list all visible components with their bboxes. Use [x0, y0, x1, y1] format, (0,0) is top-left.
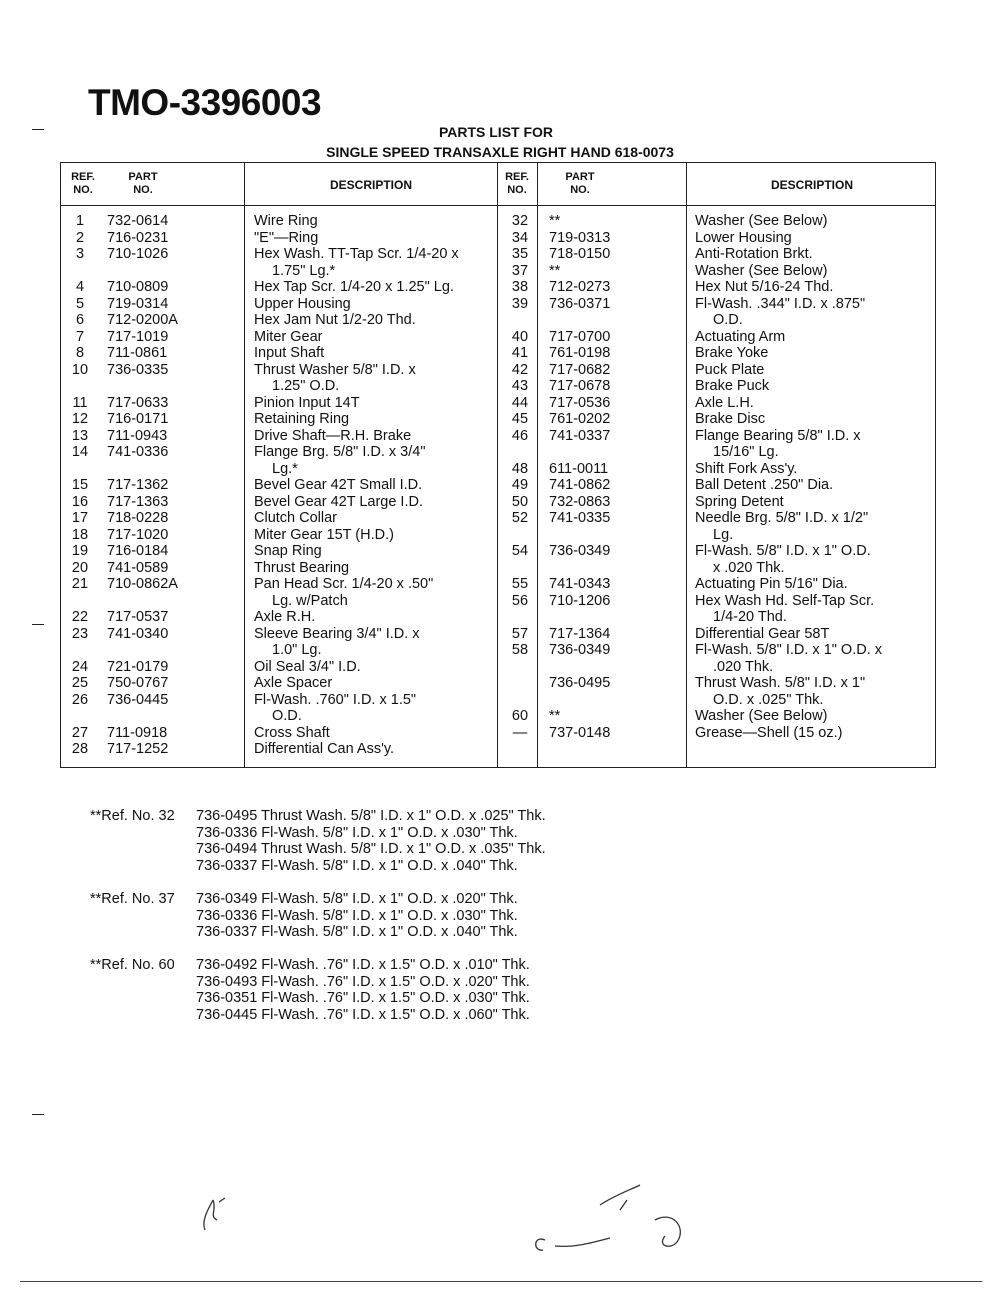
table-row: [61, 741, 935, 757]
cell-desc: Axle L.H.: [695, 394, 754, 411]
cell-part: 719-0313: [549, 229, 611, 246]
cell-desc: Flange Brg. 5/8" I.D. x 3/4": [254, 444, 426, 460]
cell-part: 711-0861: [107, 345, 168, 361]
cell-desc: Fl-Wash. .760" I.D. x 1.5": [254, 691, 417, 708]
cell-desc: Drive Shaft—R.H. Brake: [254, 427, 412, 444]
cell-desc: Lg. w/Patch: [272, 592, 348, 609]
cell-ref: 45: [511, 411, 529, 427]
cell-part: **: [549, 708, 561, 724]
cell-desc: Oil Seal 3/4" I.D.: [254, 658, 361, 675]
cell-ref: 20: [71, 559, 89, 576]
cell-ref: 37: [511, 262, 529, 279]
cell-part: 717-0536: [549, 394, 611, 411]
cell-ref: 14: [71, 444, 89, 460]
note-label: **Ref. No. 37: [90, 891, 175, 907]
cell-part: 717-0678: [549, 378, 611, 394]
cell-part: 741-0336: [107, 444, 169, 460]
cell-part: 717-1363: [107, 493, 169, 510]
cell-part: 718-0150: [549, 246, 611, 262]
header-description-left: DESCRIPTION: [329, 178, 412, 192]
cell-desc: Cross Shaft: [254, 724, 330, 741]
cell-desc: Retaining Ring: [254, 411, 350, 427]
cell-ref: 10: [71, 361, 89, 378]
cell-ref: 27: [71, 724, 89, 741]
cell-desc: Fl-Wash. .344" I.D. x .875": [695, 295, 866, 312]
cell-desc: Anti-Rotation Brkt.: [695, 246, 813, 262]
table-row: [61, 395, 935, 411]
cell-part: 712-0273: [549, 279, 611, 295]
cell-ref: 12: [71, 411, 89, 427]
cell-part: 717-1362: [107, 477, 169, 493]
table-row: [61, 708, 935, 724]
cell-desc: Thrust Bearing: [254, 559, 350, 576]
cell-desc: Actuating Pin 5/16" Dia.: [695, 576, 848, 592]
table-row: [61, 378, 935, 394]
cell-ref: —: [512, 724, 528, 741]
cell-desc: Hex Tap Scr. 1/4-20 x 1.25" Lg.: [254, 279, 454, 295]
cell-desc: Bevel Gear 42T Small I.D.: [254, 477, 423, 493]
cell-desc: Washer (See Below): [695, 708, 828, 724]
cell-desc: 1.25" O.D.: [272, 378, 340, 394]
table-row: [61, 609, 935, 625]
cell-part: 717-0700: [549, 328, 611, 345]
cell-desc: Fl-Wash. 5/8" I.D. x 1" O.D.: [695, 543, 871, 559]
cell-part: 716-0231: [107, 229, 169, 246]
cell-ref: 5: [75, 295, 85, 312]
header-part-right: PART NO.: [565, 171, 595, 196]
cell-desc: Brake Puck: [695, 378, 770, 394]
cell-part: 761-0202: [549, 411, 611, 427]
note-line: 736-0492 Fl-Wash. .76" I.D. x 1.5" O.D. x .010" Thk.: [196, 957, 530, 973]
cell-part: 611-0011: [549, 460, 609, 477]
cell-part: **: [549, 262, 561, 279]
cell-part: 741-0343: [549, 576, 611, 592]
cell-part: 710-1206: [549, 592, 611, 609]
cell-desc: Miter Gear 15T (H.D.): [254, 526, 394, 543]
cell-desc: Differential Can Ass'y.: [254, 741, 395, 757]
cell-desc: Hex Nut 5/16-24 Thd.: [695, 279, 834, 295]
table-row: [61, 725, 935, 741]
cell-ref: 15: [71, 477, 89, 493]
cell-ref: 13: [71, 427, 89, 444]
cell-desc: Miter Gear: [254, 328, 323, 345]
cell-ref: 60: [511, 708, 529, 724]
table-row: [61, 329, 935, 345]
cell-part: 710-0862A: [107, 576, 178, 592]
table-row: [61, 279, 935, 295]
cell-part: 741-0589: [107, 559, 169, 576]
table-row: [61, 692, 935, 708]
cell-ref: 40: [511, 328, 529, 345]
cell-desc: 1.75" Lg.*: [272, 262, 336, 279]
cell-ref: 2: [75, 229, 85, 246]
cell-ref: 41: [511, 345, 529, 361]
cell-part: 717-0682: [549, 361, 611, 378]
cell-part: 750-0767: [107, 675, 169, 691]
cell-ref: 57: [511, 625, 529, 642]
table-row: [61, 362, 935, 378]
table-row: [61, 543, 935, 559]
cell-desc: Puck Plate: [695, 361, 765, 378]
cell-ref: 35: [511, 246, 529, 262]
note-line: 736-0337 Fl-Wash. 5/8" I.D. x 1" O.D. x .040" Thk.: [196, 924, 518, 940]
cell-part: 741-0337: [549, 427, 611, 444]
table-row: [61, 230, 935, 246]
cell-desc: Brake Disc: [695, 411, 766, 427]
cell-ref: 24: [71, 658, 89, 675]
cell-part: 711-0918: [107, 724, 168, 741]
cell-ref: 7: [75, 328, 85, 345]
note-line: 736-0351 Fl-Wash. .76" I.D. x 1.5" O.D. x .030" Thk.: [196, 990, 530, 1006]
cell-desc: Sleeve Bearing 3/4" I.D. x: [254, 625, 420, 642]
table-row: [61, 576, 935, 592]
cell-desc: Bevel Gear 42T Large I.D.: [254, 493, 423, 510]
header-divider: [61, 205, 935, 206]
cell-desc: Washer (See Below): [695, 213, 828, 229]
cell-ref: 42: [511, 361, 529, 378]
cell-desc: Axle R.H.: [254, 609, 316, 625]
cell-ref: 38: [511, 279, 529, 295]
table-row: [61, 494, 935, 510]
cell-desc: Hex Jam Nut 1/2-20 Thd.: [254, 312, 416, 328]
table-row: [61, 312, 935, 328]
cell-desc: Thrust Washer 5/8" I.D. x: [254, 361, 416, 378]
cell-desc: .020 Thk.: [713, 658, 774, 675]
cell-ref: 22: [71, 609, 89, 625]
cell-part: 741-0862: [549, 477, 611, 493]
cell-ref: 50: [511, 493, 529, 510]
cell-ref: 25: [71, 675, 89, 691]
table-row: [61, 593, 935, 609]
cell-part: 711-0943: [107, 427, 168, 444]
note-line: 736-0337 Fl-Wash. 5/8" I.D. x 1" O.D. x .040" Thk.: [196, 857, 518, 874]
cell-desc: O.D.: [713, 312, 743, 328]
cell-desc: x .020 Thk.: [713, 559, 785, 576]
cell-desc: Shift Fork Ass'y.: [695, 460, 798, 477]
cell-ref: 18: [71, 526, 89, 543]
cell-ref: 58: [511, 642, 529, 658]
cell-desc: Flange Bearing 5/8" I.D. x: [695, 427, 861, 444]
cell-ref: 52: [511, 510, 529, 526]
cell-part: 732-0863: [549, 493, 611, 510]
cell-desc: 1/4-20 Thd.: [713, 609, 787, 625]
cell-desc: Brake Yoke: [695, 345, 769, 361]
cell-part: 736-0495: [549, 675, 611, 691]
cell-part: 716-0184: [107, 543, 169, 559]
cell-desc: Clutch Collar: [254, 510, 337, 526]
cell-part: 717-0537: [107, 609, 169, 625]
cell-desc: Needle Brg. 5/8" I.D. x 1/2": [695, 510, 869, 526]
cell-desc: Thrust Wash. 5/8" I.D. x 1": [695, 675, 866, 691]
cell-desc: Hex Wash Hd. Self-Tap Scr.: [695, 592, 875, 609]
table-row: [61, 296, 935, 312]
cell-ref: 23: [71, 625, 89, 642]
cell-ref: 44: [511, 394, 529, 411]
note-line: 736-0445 Fl-Wash. .76" I.D. x 1.5" O.D. x .060" Thk.: [196, 1006, 530, 1023]
handwritten-signature: [525, 1180, 700, 1260]
cell-desc: 1.0" Lg.: [272, 642, 322, 658]
cell-part: 732-0614: [107, 213, 169, 229]
cell-ref: 56: [511, 592, 529, 609]
table-row: [61, 428, 935, 444]
note-line: 736-0495 Thrust Wash. 5/8" I.D. x 1" O.D. x .025" Thk.: [196, 808, 546, 824]
cell-ref: 49: [511, 477, 529, 493]
cell-desc: O.D.: [272, 708, 302, 724]
cell-desc: Wire Ring: [254, 213, 318, 229]
cell-ref: 54: [511, 543, 529, 559]
cell-ref: 16: [71, 493, 89, 510]
note-label: **Ref. No. 32: [90, 808, 175, 824]
cell-desc: Lower Housing: [695, 229, 792, 246]
cell-part: 717-1364: [549, 625, 611, 642]
cell-desc: Lg.*: [272, 460, 298, 477]
header-description-right: DESCRIPTION: [770, 178, 853, 192]
table-row: [61, 246, 935, 262]
cell-part: 719-0314: [107, 295, 169, 312]
cell-part: 710-1026: [107, 246, 169, 262]
margin-mark: [32, 1114, 44, 1115]
cell-desc: "E"—Ring: [254, 229, 319, 246]
table-row: [61, 345, 935, 361]
cell-part: 736-0349: [549, 543, 611, 559]
cell-desc: Hex Wash. TT-Tap Scr. 1/4-20 x: [254, 246, 459, 262]
cell-part: 736-0445: [107, 691, 169, 708]
cell-ref: 21: [71, 576, 89, 592]
cell-ref: 55: [511, 576, 529, 592]
cell-desc: Washer (See Below): [695, 262, 828, 279]
cell-desc: Snap Ring: [254, 543, 322, 559]
cell-ref: 1: [75, 213, 85, 229]
cell-desc: Fl-Wash. 5/8" I.D. x 1" O.D. x: [695, 642, 883, 658]
cell-ref: 3: [75, 246, 85, 262]
cell-ref: 48: [511, 460, 529, 477]
table-row: [61, 675, 935, 691]
header-part-left: PART NO.: [128, 171, 158, 196]
note-line: 736-0336 Fl-Wash. 5/8" I.D. x 1" O.D. x .030" Thk.: [196, 824, 518, 841]
cell-part: 736-0335: [107, 361, 169, 378]
table-row: [61, 444, 935, 460]
cell-part: 721-0179: [107, 658, 169, 675]
cell-part: 717-1019: [107, 328, 169, 345]
cell-desc: Actuating Arm: [695, 328, 786, 345]
cell-ref: 11: [72, 394, 88, 411]
cell-part: 712-0200A: [107, 312, 178, 328]
cell-ref: 34: [511, 229, 529, 246]
note-line: 736-0493 Fl-Wash. .76" I.D. x 1.5" O.D. x .020" Thk.: [196, 973, 530, 990]
cell-ref: 46: [511, 427, 529, 444]
cell-desc: Differential Gear 58T: [695, 625, 830, 642]
parts-table: [60, 162, 936, 768]
subtitle-line-1: PARTS LIST FOR: [438, 124, 554, 140]
table-row: [61, 659, 935, 675]
cell-part: 737-0148: [549, 724, 611, 741]
cell-part: 718-0228: [107, 510, 169, 526]
cell-desc: Axle Spacer: [254, 675, 333, 691]
cell-desc: O.D. x .025" Thk.: [713, 691, 824, 708]
note-line: 736-0349 Fl-Wash. 5/8" I.D. x 1" O.D. x .020" Thk.: [196, 891, 518, 907]
table-row: [61, 642, 935, 658]
cell-desc: Pinion Input 14T: [254, 394, 360, 411]
cell-part: 741-0335: [549, 510, 611, 526]
cell-desc: Grease—Shell (15 oz.): [695, 724, 843, 741]
cell-part: 741-0340: [107, 625, 169, 642]
handwritten-mark: [195, 1190, 235, 1235]
cell-ref: 43: [511, 378, 529, 394]
cell-part: 717-1020: [107, 526, 169, 543]
margin-mark: [32, 624, 44, 625]
cell-ref: 4: [75, 279, 85, 295]
table-row: [61, 213, 935, 229]
note-label: **Ref. No. 60: [90, 957, 175, 973]
table-row: [61, 626, 935, 642]
cell-part: 736-0371: [549, 295, 611, 312]
cell-part: 736-0349: [549, 642, 611, 658]
cell-desc: Lg.: [713, 526, 734, 543]
table-row: [61, 560, 935, 576]
cell-part: 717-0633: [107, 394, 169, 411]
cell-part: 710-0809: [107, 279, 169, 295]
cell-ref: 39: [511, 295, 529, 312]
cell-ref: 26: [71, 691, 89, 708]
table-row: [61, 263, 935, 279]
cell-part: **: [549, 213, 561, 229]
table-row: [61, 527, 935, 543]
cell-desc: Ball Detent .250" Dia.: [695, 477, 834, 493]
cell-desc: Input Shaft: [254, 345, 325, 361]
cell-desc: Spring Detent: [695, 493, 784, 510]
cell-desc: 15/16" Lg.: [713, 444, 779, 460]
cell-ref: 32: [511, 213, 529, 229]
cell-part: 716-0171: [107, 411, 169, 427]
table-row: [61, 477, 935, 493]
cell-ref: 19: [71, 543, 89, 559]
cell-part: 761-0198: [549, 345, 611, 361]
table-row: [61, 411, 935, 427]
margin-mark: [32, 129, 44, 130]
cell-ref: 8: [75, 345, 85, 361]
bottom-rule: [20, 1281, 982, 1282]
header-ref-right: REF. NO.: [505, 171, 529, 196]
cell-ref: 17: [71, 510, 89, 526]
cell-ref: 6: [75, 312, 85, 328]
note-line: 736-0336 Fl-Wash. 5/8" I.D. x 1" O.D. x .030" Thk.: [196, 907, 518, 924]
document-title: TMO-3396003: [88, 82, 322, 123]
header-ref-left: REF. NO.: [71, 171, 95, 196]
table-row: [61, 510, 935, 526]
cell-ref: 28: [71, 741, 89, 757]
cell-desc: Upper Housing: [254, 295, 351, 312]
subtitle-line-2: SINGLE SPEED TRANSAXLE RIGHT HAND 618-0073: [326, 144, 674, 160]
note-line: 736-0494 Thrust Wash. 5/8" I.D. x 1" O.D. x .035" Thk.: [196, 841, 546, 857]
cell-part: 717-1252: [107, 741, 169, 757]
table-row: [61, 461, 935, 477]
cell-desc: Pan Head Scr. 1/4-20 x .50": [254, 576, 434, 592]
